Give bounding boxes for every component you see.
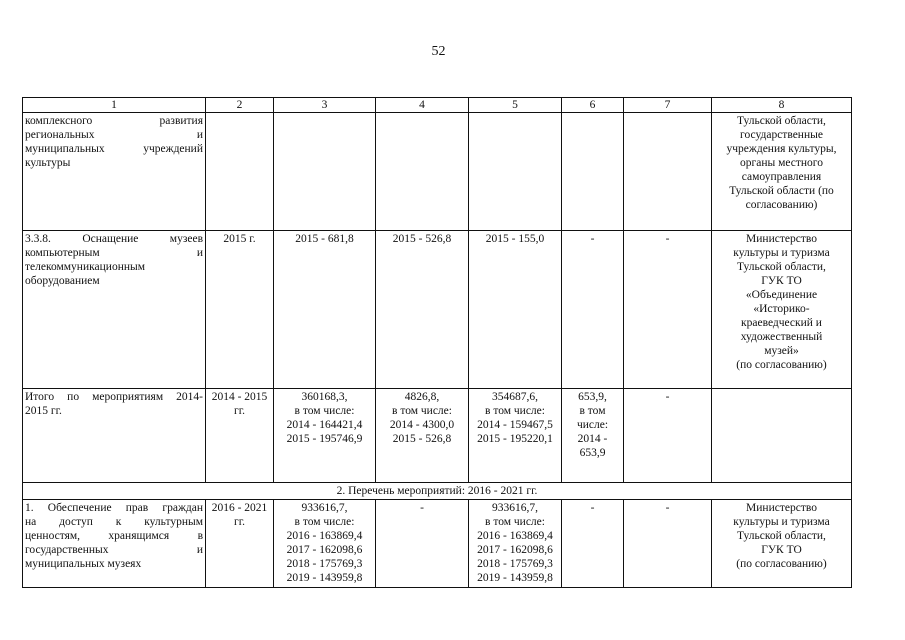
table-row (23, 231, 852, 389)
measure-name-cell (23, 389, 206, 483)
section-row (23, 483, 852, 500)
section-title: 2. Перечень мероприятий: 2016 - 2021 гг. (23, 483, 852, 500)
other-sources-cell: - (624, 231, 712, 389)
total-cell: 2015 - 681,8 (274, 231, 376, 389)
measure-name-line: 3.3.8. Оснащение музеев (25, 233, 203, 245)
measure-name-cell (23, 231, 206, 389)
local-budget-cell: - (562, 500, 624, 588)
table-row (23, 113, 852, 231)
measure-name-line: культуры (25, 157, 71, 169)
measure-name-line: региональных и (25, 129, 203, 141)
measure-name-line: муниципальных учреждений (25, 143, 203, 155)
federal-budget-cell: - (376, 500, 469, 588)
federal-budget-cell (376, 113, 469, 231)
measure-name-line: муниципальных музеях (25, 558, 142, 570)
local-budget-cell: 653,9, в том числе: 2014 - 653,9 (562, 389, 624, 483)
local-budget-cell: - (562, 231, 624, 389)
measure-name-line: телекоммуникационным (25, 261, 146, 273)
regional-budget-cell: 354687,6, в том числе: 2014 - 159467,5 2015 - 195220,1 (469, 389, 562, 483)
measure-name-line: государственных и (25, 544, 203, 556)
measure-name-line: 1. Обеспечение прав граждан (25, 502, 203, 514)
measure-name-line: компьютерным и (25, 247, 203, 259)
header-row (23, 98, 852, 113)
header-cell: 8 (712, 98, 852, 113)
measures-table (22, 97, 852, 588)
header-cell: 2 (206, 98, 274, 113)
period-cell: 2014 - 2015 гг. (206, 389, 274, 483)
measure-name-line: 2015 гг. (25, 405, 62, 417)
other-sources-cell: - (624, 389, 712, 483)
measure-name-line: на доступ к культурным (25, 516, 203, 528)
measure-name-line: ценностям, хранящимся в (25, 530, 203, 542)
period-cell: 2015 г. (206, 231, 274, 389)
regional-budget-cell: 933616,7, в том числе: 2016 - 163869,4 2017 - 162098,6 2018 - 175769,3 2019 - 143959,8 (469, 500, 562, 588)
measure-name-cell (23, 500, 206, 588)
period-cell (206, 113, 274, 231)
executor-cell: Министерство культуры и туризма Тульской области, ГУК ТО «Объединение «Историко- краеведческий и художественный музей» (по согласованию) (712, 231, 852, 389)
table-row (23, 389, 852, 483)
page-number: 52 (431, 44, 446, 59)
total-cell: 933616,7, в том числе: 2016 - 163869,4 2017 - 162098,6 2018 - 175769,3 2019 - 143959,8 (274, 500, 376, 588)
header-cell: 3 (274, 98, 376, 113)
other-sources-cell: - (624, 500, 712, 588)
federal-budget-cell: 4826,8, в том числе: 2014 - 4300,0 2015 - 526,8 (376, 389, 469, 483)
total-cell: 360168,3, в том числе: 2014 - 164421,4 2015 - 195746,9 (274, 389, 376, 483)
table-row (23, 500, 852, 588)
header-cell: 7 (624, 98, 712, 113)
measure-name-cell (23, 113, 206, 231)
measure-name-line: комплексного развития (25, 115, 203, 127)
measure-name-line: Итого по мероприятиям 2014- (25, 391, 203, 403)
regional-budget-cell: 2015 - 155,0 (469, 231, 562, 389)
measure-name-line: оборудованием (25, 275, 100, 287)
period-cell: 2016 - 2021 гг. (206, 500, 274, 588)
executor-cell (712, 389, 852, 483)
federal-budget-cell: 2015 - 526,8 (376, 231, 469, 389)
executor-cell: Тульской области, государственные учреждения культуры, органы местного самоуправления Тульской области (по согласованию) (712, 113, 852, 231)
total-cell (274, 113, 376, 231)
header-cell: 4 (376, 98, 469, 113)
executor-cell: Министерство культуры и туризма Тульской области, ГУК ТО (по согласованию) (712, 500, 852, 588)
regional-budget-cell (469, 113, 562, 231)
header-cell: 6 (562, 98, 624, 113)
other-sources-cell (624, 113, 712, 231)
local-budget-cell (562, 113, 624, 231)
header-cell: 5 (469, 98, 562, 113)
header-cell: 1 (23, 98, 206, 113)
